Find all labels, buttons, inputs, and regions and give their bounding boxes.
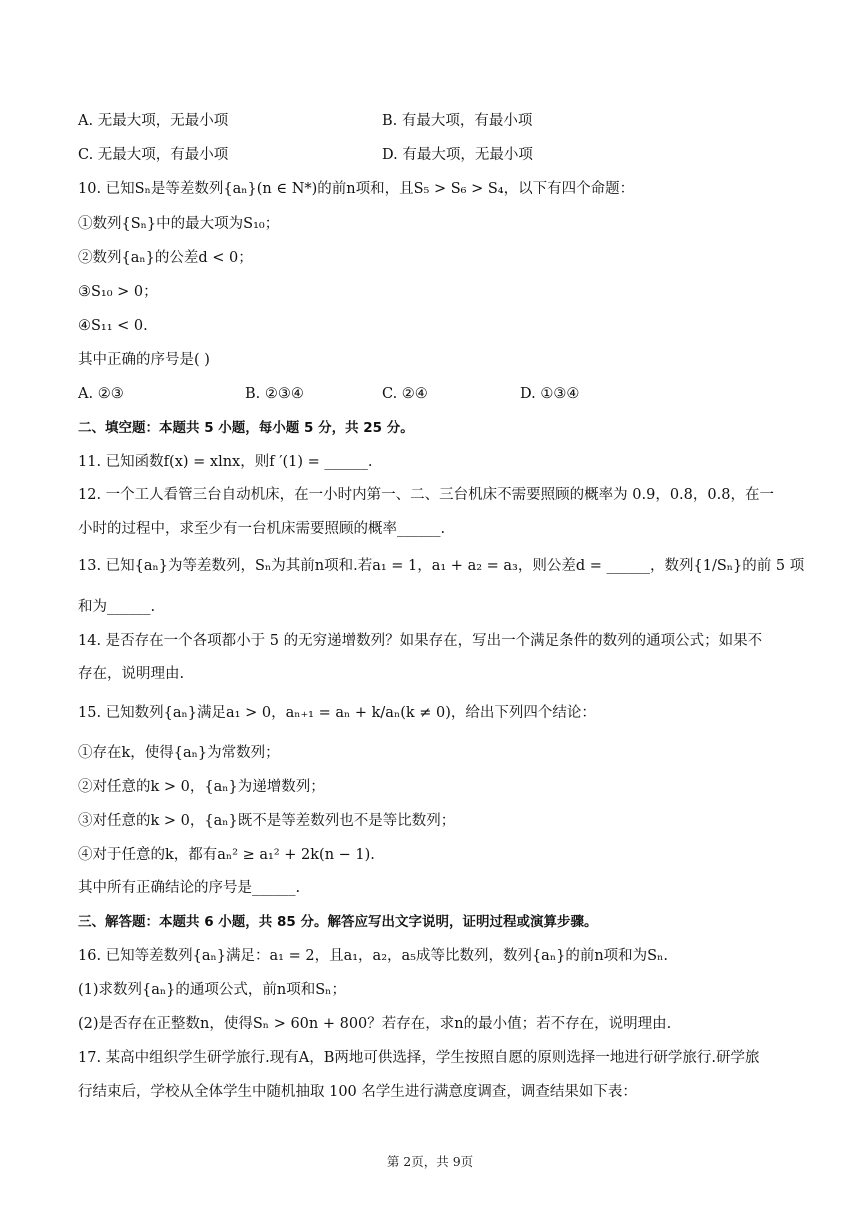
q16-part-2: (2)是否存在正整数n，使得Sₙ > 60n + 800？若存在，求n的最小值；若不存在，说明理由. (78, 1016, 672, 1032)
q10-item-4: ④S₁₁ < 0. (78, 318, 148, 334)
q15-item-1: ①存在k，使得{aₙ}为常数列； (78, 745, 280, 761)
page-footer: 第 2页，共 9页 (386, 1154, 474, 1169)
q10-item-1: ①数列{Sₙ}中的最大项为S₁₀； (78, 216, 280, 232)
q10-item-3: ③S₁₀ > 0； (78, 284, 158, 300)
q14-line-1: 14. 是否存在一个各项都小于 5 的无穷递增数列？如果存在，写出一个满足条件的数列的通项公式；如果不 (78, 633, 763, 649)
q9-option-a: A. 无最大项，无最小项 (78, 113, 229, 129)
q16-stem: 16. 已知等差数列{aₙ}满足：a₁ = 2，且a₁，a₂，a₅成等比数列，数列{aₙ}的前n项和为Sₙ. (78, 948, 668, 964)
section-3-heading: 三、解答题：本题共 6 小题，共 85 分。解答应写出文字说明，证明过程或演算步骤。 (78, 914, 598, 930)
q15-item-4: ④对于任意的k，都有aₙ² ≥ a₁² + 2k(n − 1). (78, 847, 375, 863)
q10-ask: 其中正确的序号是( ) (78, 352, 210, 368)
q9-option-c: C. 无最大项，有最小项 (78, 147, 229, 163)
q10-option-a: A. ②③ (78, 386, 124, 402)
q12-line-1: 12. 一个工人看管三台自动机床，在一小时内第一、二、三台机床不需要照顾的概率为 0.9，0.8，0.8，在一 (78, 487, 774, 503)
q10-stem: 10. 已知Sₙ是等差数列{aₙ}(n ∈ N*)的前n项和，且S₅ > S₆ > S₄，以下有四个命题： (78, 181, 635, 197)
q9-option-b: B. 有最大项，有最小项 (382, 113, 533, 129)
q13-line-2: 和为______. (78, 599, 156, 615)
q15-item-3: ③对任意的k > 0，{aₙ}既不是等差数列也不是等比数列； (78, 813, 456, 829)
q14-line-2: 存在，说明理由. (78, 666, 185, 682)
q17-line-1: 17. 某高中组织学生研学旅行.现有A，B两地可供选择，学生按照自愿的原则选择一地进行研学旅行.研学旅 (78, 1050, 760, 1066)
q15-stem: 15. 已知数列{aₙ}满足a₁ > 0，aₙ₊₁ = aₙ + k/aₙ(k ≠ 0)，给出下列四个结论： (78, 705, 596, 721)
q11: 11. 已知函数f(x) = xlnx，则f ′(1) = ______. (78, 454, 373, 470)
q9-option-d: D. 有最大项，无最小项 (382, 147, 533, 163)
q15-ask: 其中所有正确结论的序号是______. (78, 880, 301, 896)
q10-option-c: C. ②④ (382, 386, 428, 402)
q15-item-2: ②对任意的k > 0，{aₙ}为递增数列； (78, 779, 325, 795)
q10-option-b: B. ②③④ (245, 386, 304, 402)
q12-line-2: 小时的过程中，求至少有一台机床需要照顾的概率______. (78, 521, 446, 537)
section-2-heading: 二、填空题：本题共 5 小题，每小题 5 分，共 25 分。 (78, 420, 414, 436)
q10-option-d: D. ①③④ (520, 386, 580, 402)
q13-line-1: 13. 已知{aₙ}为等差数列，Sₙ为其前n项和.若a₁ = 1，a₁ + a₂ = a₃，则公差d = ______，数列{1/Sₙ}的前 5 项 (78, 558, 805, 574)
q10-item-2: ②数列{aₙ}的公差d < 0； (78, 250, 253, 266)
q16-part-1: (1)求数列{aₙ}的通项公式，前n项和Sₙ； (78, 982, 346, 998)
q17-line-2: 行结束后，学校从全体学生中随机抽取 100 名学生进行满意度调查，调查结果如下表： (78, 1084, 637, 1100)
